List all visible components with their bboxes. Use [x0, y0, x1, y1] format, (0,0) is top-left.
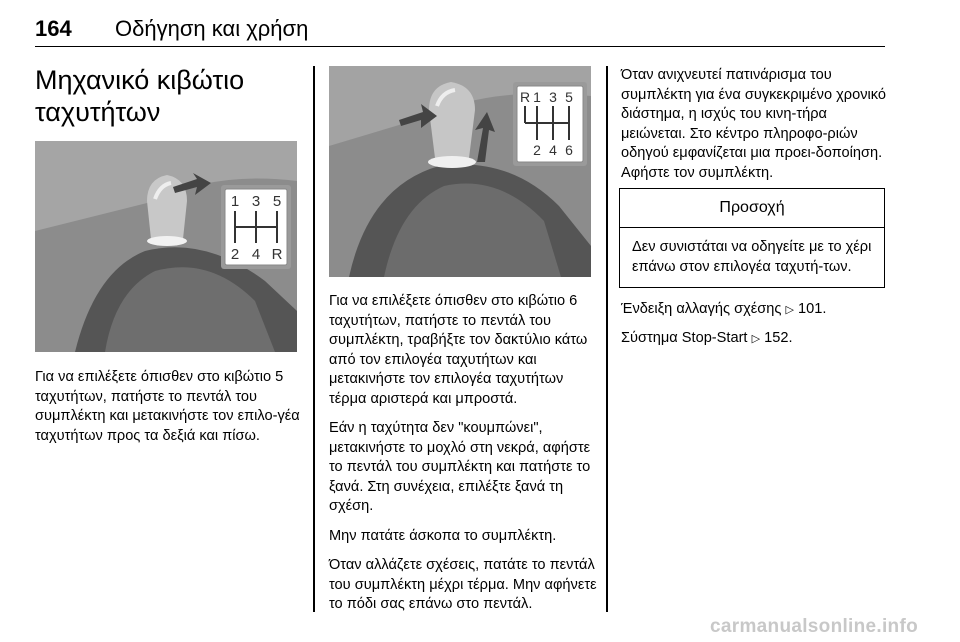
notice-text: Δεν συνιστάται να οδηγείτε με το χέρι επάνω στον επιλογέα ταχυτή-των.: [632, 239, 872, 275]
clutch-advice-text: Μην πατάτε άσκοπα το συμπλέκτη.: [329, 527, 557, 544]
column-right: [621, 66, 887, 193]
reference-stop-start[interactable]: [621, 329, 887, 350]
reference-text: Σύστημα Stop-Start: [621, 329, 748, 346]
triangle-pointer-icon: ▷: [785, 304, 794, 316]
gate6-label-3: 3: [549, 89, 557, 105]
gate-label-3: 3: [251, 193, 261, 210]
column-divider-left: [313, 66, 315, 612]
gate6-label-6: 6: [565, 142, 573, 158]
gate-label-r: R: [271, 246, 283, 263]
gate6-label-5: 5: [565, 89, 573, 105]
clutch-slip-text: Όταν ανιχνευτεί πατινάρισμα του συμπλέκτη για ένα συγκεκριμένο χρονικό διάστημα, η ισχύς του κινη-τήρα μειώνεται. Στο κέντρο πληροφο-ριών οδηγού εμφανίζεται μια προει-δοποίηση. Αφήστε τον συμπλέκτη.: [621, 67, 886, 181]
clutch-pedal-text: Όταν αλλάζετε σχέσεις, πατάτε το πεντάλ του συμπλέκτη μέχρι τέρμα. Μην αφήνετε το πόδι σας επάνω στο πεντάλ.: [329, 557, 597, 612]
column-divider-right: [606, 66, 608, 612]
gear-lever-6-speed-icon: [329, 66, 591, 277]
section-title: Μηχανικό κιβώτιο ταχυτήτων: [35, 65, 245, 127]
gate-label-4: 4: [251, 246, 261, 263]
notice-title: Προσοχή: [620, 189, 884, 228]
column-middle: [329, 292, 599, 625]
reverse-6-speed-text: Για να επιλέξετε όπισθεν στο κιβώτιο 6 ταχυτήτων, πατήστε το πεντάλ του συμπλέκτη, τραβήξτε τον δακτύλιο κάτω από τον επιλογέα ταχυτήτων και μετακινήστε τον επιλογέα ταχυτήτων τέρμα αριστερά και μπροστά.: [329, 293, 588, 407]
column-left: [35, 368, 305, 456]
gate6-label-1: 1: [533, 89, 541, 105]
gate-label-2: 2: [230, 246, 240, 263]
reference-text: Ένδειξη αλλαγής σχέσης: [621, 301, 782, 317]
page-number: 164: [35, 16, 72, 41]
watermark: carmanualsonline.info: [710, 616, 918, 637]
gear-lever-5-speed-icon: [35, 141, 297, 352]
reference-page: 152.: [764, 329, 793, 346]
gear-not-engaging-text: Εάν η ταχύτητα δεν "κουμπώνει", μετακινήστε το μοχλό στη νεκρά, αφήστε το πεντάλ του συμπλέκτη και πατήστε το ξανά. Στη συνέχεια, επιλέξτε ξανά τη σχέση.: [329, 420, 591, 514]
page-header: [35, 6, 885, 47]
reference-page: 101.: [798, 301, 827, 317]
cross-references: [621, 300, 887, 349]
gate6-label-4: 4: [549, 142, 557, 158]
gearshift-6-speed-illustration: [329, 66, 591, 277]
chapter-title: Οδήγηση και χρήση: [115, 16, 309, 41]
gate-label-5: 5: [272, 193, 282, 210]
triangle-pointer-icon: ▷: [751, 332, 761, 345]
gate6-label-r: R: [519, 89, 531, 105]
reference-shift-indicator[interactable]: [621, 300, 887, 321]
gearshift-5-speed-illustration: [35, 141, 297, 352]
notice-box: [619, 188, 885, 288]
gate6-label-2: 2: [533, 142, 541, 158]
reverse-5-speed-text: Για να επιλέξετε όπισθεν στο κιβώτιο 5 ταχυτήτων, πατήστε το πεντάλ του συμπλέκτη και μετακινήστε τον επιλο-γέα ταχυτήτων προς τα δεξιά και πίσω.: [35, 369, 300, 444]
gate-label-1: 1: [230, 193, 240, 210]
